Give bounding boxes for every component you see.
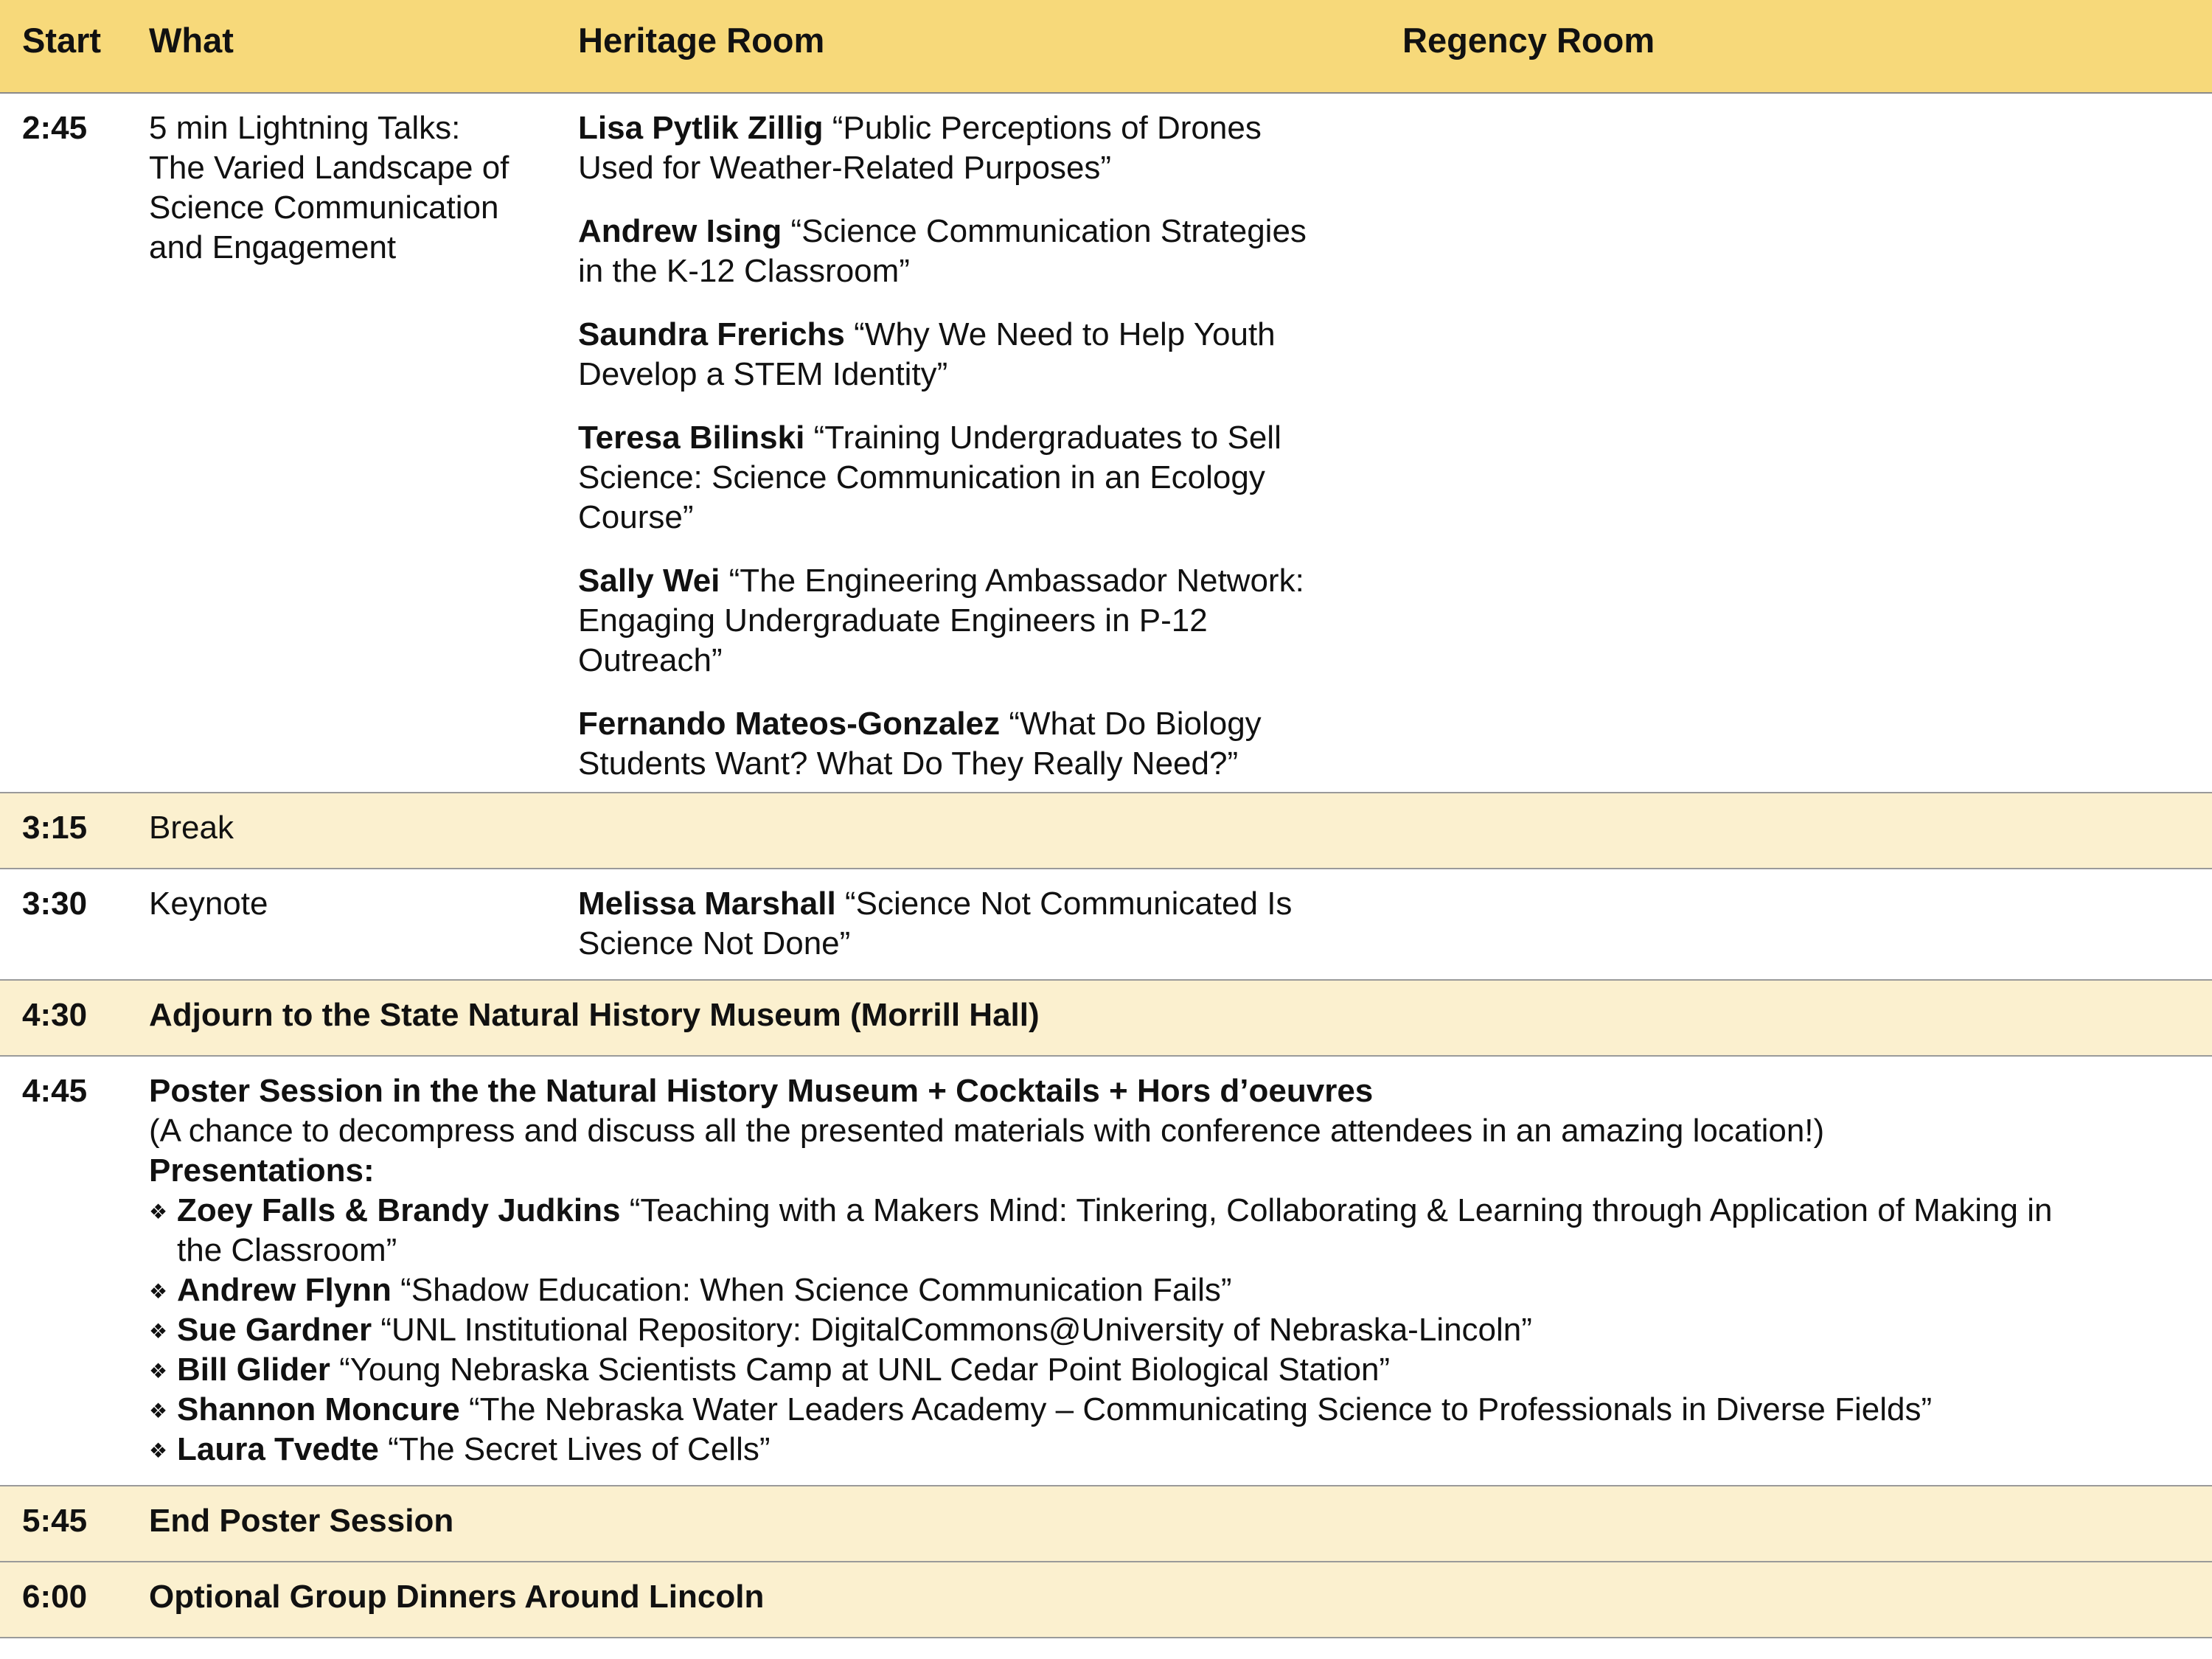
talk-title: Used for Weather-Related Purposes” — [578, 150, 1112, 186]
talk-title: “UNL Institutional Repository: DigitalCommons@University of Nebraska-Lincoln” — [380, 1312, 1532, 1348]
start-time: 3:30 — [22, 886, 88, 922]
talk-title: “Science Not Communicated Is — [844, 886, 1293, 922]
row-group-dinners — [0, 1562, 2212, 1638]
diamond-bullet-icon: ❖ — [149, 1280, 168, 1303]
talk-item — [578, 108, 1374, 188]
session-what: Optional Group Dinners Around Lincoln — [149, 1579, 765, 1615]
talk-title: “The Nebraska Water Leaders Academy – Communicating Science to Professionals in Diverse Fields” — [469, 1391, 1933, 1427]
talk-item — [578, 704, 1374, 784]
talk-title: Students Want? What Do They Really Need?” — [578, 745, 1239, 782]
poster-session-details — [149, 1071, 2184, 1470]
row-poster-session — [0, 1057, 2212, 1486]
session-what: Keynote — [149, 886, 268, 922]
talk-title: “Shadow Education: When Science Communication Fails” — [400, 1272, 1232, 1308]
talk-title: Develop a STEM Identity” — [578, 356, 948, 392]
speaker-name: Andrew Flynn — [177, 1272, 392, 1308]
session-what: Adjourn to the State Natural History Museum (Morrill Hall) — [149, 997, 1040, 1033]
heritage-talks — [578, 108, 1374, 784]
speaker-name: Shannon Moncure — [177, 1391, 460, 1427]
start-time: 6:00 — [22, 1579, 88, 1615]
speaker-name: Saundra Frerichs — [578, 316, 845, 352]
diamond-bullet-icon: ❖ — [149, 1320, 168, 1343]
presentation-item — [149, 1350, 2184, 1390]
what-line: The Varied Landscape of — [149, 150, 509, 186]
diamond-bullet-icon: ❖ — [149, 1200, 168, 1223]
talk-item — [578, 212, 1374, 291]
header-row — [0, 0, 2212, 94]
presentation-item — [149, 1270, 2184, 1310]
what-line: 5 min Lightning Talks: — [149, 110, 461, 146]
header-start: Start — [22, 21, 102, 60]
speaker-name: Zoey Falls & Brandy Judkins — [177, 1192, 621, 1228]
presentation-item — [149, 1310, 2184, 1350]
diamond-bullet-icon: ❖ — [149, 1439, 168, 1462]
speaker-name: Sally Wei — [578, 563, 720, 599]
talk-title: “Teaching with a Makers Mind: Tinkering, Collaborating & Learning through Application of Making in — [629, 1192, 2053, 1228]
row-keynote — [0, 869, 2212, 981]
session-what — [149, 108, 509, 268]
poster-subtitle: (A chance to decompress and discuss all the presented materials with conference attendees in an amazing location!) — [149, 1113, 1825, 1149]
speaker-name: Andrew Ising — [578, 213, 782, 249]
diamond-bullet-icon: ❖ — [149, 1360, 168, 1382]
header-heritage-room: Heritage Room — [578, 21, 825, 60]
speaker-name: Bill Glider — [177, 1352, 330, 1388]
what-line: and Engagement — [149, 229, 397, 265]
talk-title: “Public Perceptions of Drones — [832, 110, 1262, 146]
presentation-item — [149, 1390, 2184, 1430]
presentation-item — [149, 1191, 2184, 1270]
row-lightning-talks — [0, 94, 2212, 793]
presentation-item — [149, 1430, 2184, 1470]
speaker-name: Fernando Mateos-Gonzalez — [578, 706, 1001, 742]
talk-title: “The Secret Lives of Cells” — [388, 1431, 771, 1467]
poster-title: Poster Session in the the Natural History Museum + Cocktails + Hors d’oeuvres — [149, 1073, 1374, 1109]
talk-title: Course” — [578, 499, 694, 535]
speaker-name: Sue Gardner — [177, 1312, 372, 1348]
talk-title: the Classroom” — [177, 1232, 397, 1268]
header-regency-room: Regency Room — [1402, 21, 1655, 60]
talk-title: “What Do Biology — [1009, 706, 1262, 742]
start-time: 4:45 — [22, 1073, 88, 1109]
talk-title: Outreach” — [578, 642, 723, 678]
speaker-name: Melissa Marshall — [578, 886, 836, 922]
row-adjourn — [0, 981, 2212, 1057]
speaker-name: Laura Tvedte — [177, 1431, 379, 1467]
what-line: Science Communication — [149, 189, 499, 226]
row-break — [0, 793, 2212, 869]
presentations-label: Presentations: — [149, 1152, 375, 1189]
talk-title: Science: Science Communication in an Ecology — [578, 459, 1265, 495]
talk-title: Science Not Done” — [578, 925, 851, 961]
row-end-poster-session — [0, 1486, 2212, 1562]
speaker-name: Lisa Pytlik Zillig — [578, 110, 824, 146]
speaker-name: Teresa Bilinski — [578, 420, 805, 456]
talk-item — [578, 561, 1374, 681]
talk-item — [578, 315, 1374, 394]
session-what: End Poster Session — [149, 1503, 454, 1539]
talk-title: “Science Communication Strategies — [790, 213, 1307, 249]
start-time: 4:30 — [22, 997, 88, 1033]
talk-title: “Young Nebraska Scientists Camp at UNL Cedar Point Biological Station” — [339, 1352, 1391, 1388]
keynote-talk — [578, 884, 1374, 964]
talk-item — [578, 418, 1374, 538]
talk-title: “The Engineering Ambassador Network: — [728, 563, 1304, 599]
talk-title: “Training Undergraduates to Sell — [813, 420, 1281, 456]
talk-title: in the K-12 Classroom” — [578, 253, 910, 289]
talk-title: “Why We Need to Help Youth — [854, 316, 1276, 352]
header-what: What — [149, 21, 234, 60]
session-what: Break — [149, 810, 234, 846]
start-time: 2:45 — [22, 110, 88, 146]
talk-title: Engaging Undergraduate Engineers in P-12 — [578, 602, 1208, 639]
start-time: 3:15 — [22, 810, 88, 846]
start-time: 5:45 — [22, 1503, 88, 1539]
diamond-bullet-icon: ❖ — [149, 1399, 168, 1422]
